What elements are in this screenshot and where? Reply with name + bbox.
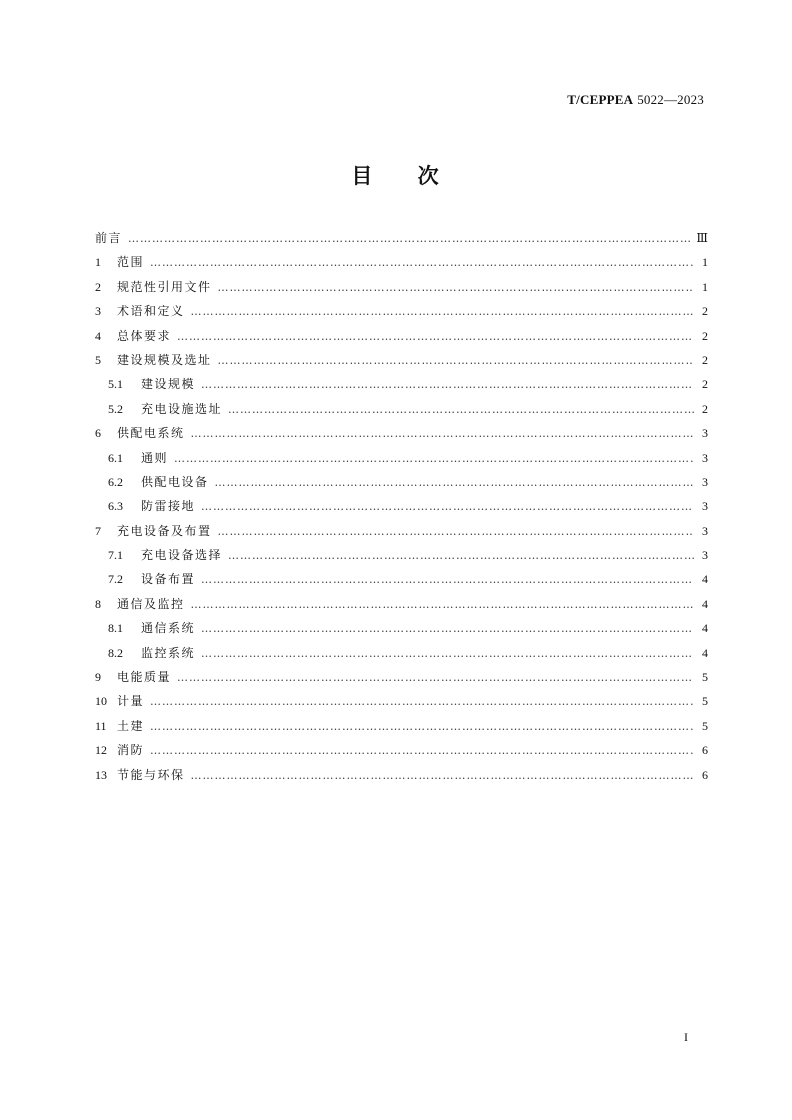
toc-entry[interactable] xyxy=(95,275,708,299)
toc-entry-page: 1 xyxy=(702,255,708,270)
toc-leader-dots xyxy=(201,568,694,592)
toc-entry-label: 通信及监控 xyxy=(117,596,185,611)
toc-entry-page: 3 xyxy=(702,523,708,538)
toc-entry-page: 2 xyxy=(702,304,708,319)
toc-entry-label: 监控系统 xyxy=(141,645,196,660)
toc-entry[interactable] xyxy=(95,250,708,274)
toc-leader-dots xyxy=(228,544,694,568)
toc-leader-dots xyxy=(218,276,694,300)
toc-entry-label: 通则 xyxy=(141,450,169,465)
toc-entry-page: 5 xyxy=(702,670,708,685)
toc-leader-dots xyxy=(201,617,694,641)
toc-entry-page: 1 xyxy=(702,279,708,294)
toc-entry-label: 范围 xyxy=(117,255,145,270)
toc-leader-dots xyxy=(218,349,694,373)
toc-entry[interactable] xyxy=(95,421,708,445)
toc-subentry[interactable] xyxy=(95,372,708,396)
toc-entry-number: 9 xyxy=(95,670,101,685)
toc-leader-dots xyxy=(150,251,694,275)
toc-entry-label: 电能质量 xyxy=(117,670,172,685)
standard-number: 5022—2023 xyxy=(637,92,704,107)
toc-entry[interactable] xyxy=(95,592,708,616)
toc-entry-label: 术语和定义 xyxy=(117,304,185,319)
toc-leader-dots xyxy=(150,715,694,739)
toc-entry[interactable] xyxy=(95,665,708,689)
toc-leader-dots xyxy=(228,398,694,422)
toc-leader-dots xyxy=(191,300,694,324)
toc-leader-dots xyxy=(191,764,694,788)
toc-entry[interactable] xyxy=(95,348,708,372)
toc-entry-label: 建设规模 xyxy=(141,377,196,392)
toc-entry-page: 2 xyxy=(702,352,708,367)
toc-entry-number: 8.2 xyxy=(108,645,123,660)
toc-entry-number: 6.3 xyxy=(108,499,123,514)
toc-subentry[interactable] xyxy=(95,641,708,665)
toc-entry-number: 1 xyxy=(95,255,101,270)
toc-entry-number: 10 xyxy=(95,694,107,709)
toc-entry-label: 节能与环保 xyxy=(117,767,185,782)
toc-entry-label: 充电设备及布置 xyxy=(117,523,212,538)
toc-entry-page: 2 xyxy=(702,377,708,392)
toc-subentry[interactable] xyxy=(95,567,708,591)
toc-entry-number: 2 xyxy=(95,279,101,294)
toc-subentry[interactable] xyxy=(95,616,708,640)
toc-leader-dots xyxy=(218,520,694,544)
toc-leader-dots xyxy=(191,593,694,617)
toc-entry-number: 5.2 xyxy=(108,401,123,416)
toc-entry[interactable] xyxy=(95,519,708,543)
toc-entry-number: 12 xyxy=(95,743,107,758)
toc-entry-number: 11 xyxy=(95,718,107,733)
toc-subentry[interactable] xyxy=(95,446,708,470)
toc-entry-page: 6 xyxy=(702,743,708,758)
toc-entry-label: 供配电系统 xyxy=(117,426,185,441)
toc-entry-page: 6 xyxy=(702,767,708,782)
toc-entry-page: 3 xyxy=(702,426,708,441)
toc-entry-number: 6.1 xyxy=(108,450,123,465)
standard-code xyxy=(567,92,704,108)
toc-entry-number: 4 xyxy=(95,328,101,343)
toc-entry-number: 3 xyxy=(95,304,101,319)
toc-subentry[interactable] xyxy=(95,494,708,518)
page-number: I xyxy=(684,1030,688,1044)
toc-entry-page: 4 xyxy=(702,596,708,611)
toc-entry-page: Ⅲ xyxy=(696,231,708,245)
toc-leader-dots xyxy=(201,373,694,397)
toc-entry-page: 3 xyxy=(702,474,708,489)
toc-leader-dots xyxy=(174,447,694,471)
toc-entry[interactable] xyxy=(95,738,708,762)
toc-entry-page: 2 xyxy=(702,401,708,416)
toc-entry-label: 通信系统 xyxy=(141,621,196,636)
toc-entry-label: 充电设备选择 xyxy=(141,548,223,563)
toc-entry-page: 4 xyxy=(702,645,708,660)
table-of-contents xyxy=(95,226,708,787)
toc-subentry[interactable] xyxy=(95,397,708,421)
toc-entry-page: 2 xyxy=(702,328,708,343)
toc-entry[interactable] xyxy=(95,299,708,323)
toc-entry-number: 6.2 xyxy=(108,474,123,489)
toc-leader-dots xyxy=(150,739,694,763)
toc-leader-dots xyxy=(191,422,694,446)
standard-prefix: T/CEPPEA xyxy=(567,92,634,107)
toc-entry[interactable] xyxy=(95,714,708,738)
toc-leader-dots xyxy=(150,690,694,714)
page-title: 目 次 xyxy=(351,164,441,188)
toc-entry-page: 4 xyxy=(702,572,708,587)
toc-entry-label: 总体要求 xyxy=(117,328,172,343)
toc-subentry[interactable] xyxy=(95,470,708,494)
toc-leader-dots xyxy=(201,495,694,519)
toc-entry-number: 13 xyxy=(95,767,107,782)
toc-entry-number: 5 xyxy=(95,352,101,367)
toc-entry-label: 供配电设备 xyxy=(141,474,209,489)
toc-leader-dots xyxy=(128,227,690,251)
toc-leader-dots xyxy=(177,666,694,690)
toc-entry-page: 3 xyxy=(702,499,708,514)
toc-entry-label: 防雷接地 xyxy=(141,499,196,514)
toc-leader-dots xyxy=(177,325,694,349)
toc-subentry[interactable] xyxy=(95,543,708,567)
toc-entry-page: 5 xyxy=(702,694,708,709)
toc-entry-number: 7.2 xyxy=(108,572,123,587)
toc-entry-label: 消防 xyxy=(117,743,145,758)
toc-entry[interactable] xyxy=(95,763,708,787)
toc-entry-foreword[interactable] xyxy=(95,226,708,250)
toc-entry-number: 8 xyxy=(95,596,101,611)
toc-entry-page: 4 xyxy=(702,621,708,636)
toc-entry[interactable] xyxy=(95,324,708,348)
toc-entry-label: 充电设施选址 xyxy=(141,401,223,416)
toc-entry-number: 7.1 xyxy=(108,548,123,563)
toc-leader-dots xyxy=(215,471,694,495)
toc-entry-page: 5 xyxy=(702,718,708,733)
toc-entry-label: 设备布置 xyxy=(141,572,196,587)
toc-entry-label: 前言 xyxy=(95,231,123,245)
toc-entry-label: 计量 xyxy=(117,694,145,709)
toc-entry-number: 6 xyxy=(95,426,101,441)
toc-entry-page: 3 xyxy=(702,450,708,465)
toc-entry[interactable] xyxy=(95,689,708,713)
toc-entry-page: 3 xyxy=(702,548,708,563)
toc-entry-number: 5.1 xyxy=(108,377,123,392)
toc-entry-number: 8.1 xyxy=(108,621,123,636)
toc-entry-number: 7 xyxy=(95,523,101,538)
toc-entry-label: 建设规模及选址 xyxy=(117,352,212,367)
toc-leader-dots xyxy=(201,642,694,666)
toc-entry-label: 规范性引用文件 xyxy=(117,279,212,294)
toc-entry-label: 土建 xyxy=(117,718,145,733)
